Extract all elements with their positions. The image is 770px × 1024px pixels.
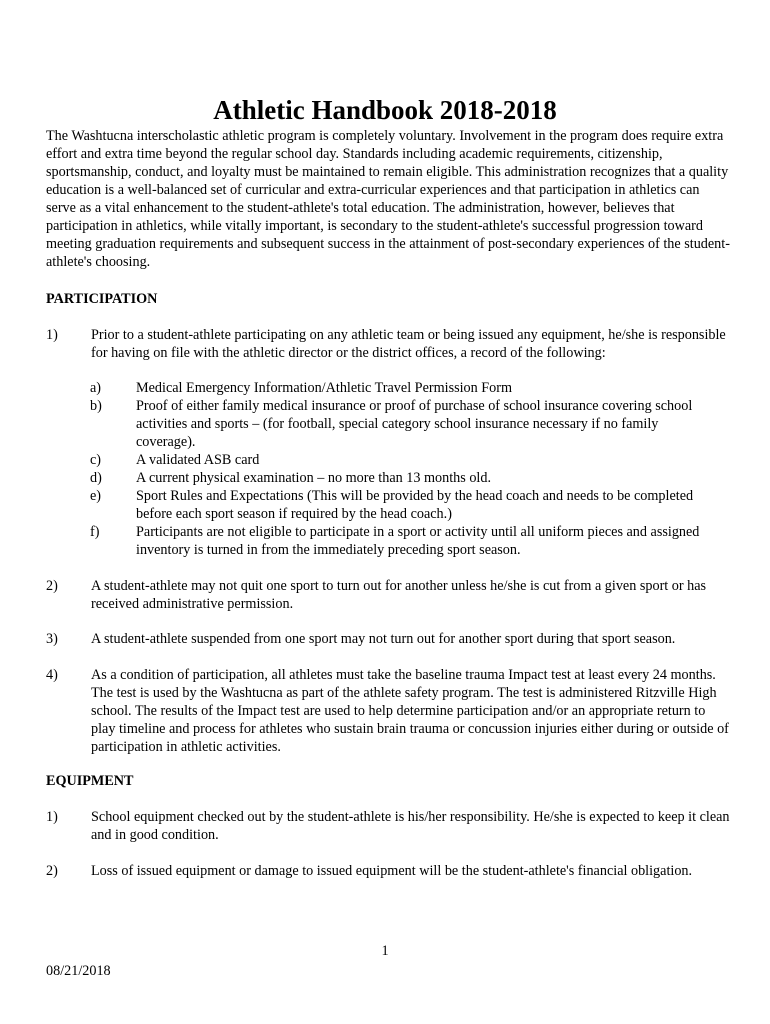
equipment-heading: EQUIPMENT bbox=[46, 773, 134, 789]
participation-heading: PARTICIPATION bbox=[46, 291, 158, 307]
item-number: 4) bbox=[46, 667, 58, 683]
subitem-letter: a) bbox=[90, 380, 102, 396]
subitem-letter: b) bbox=[90, 398, 102, 414]
item-text: School equipment checked out by the student-athlete is his/her responsibility. He/she is expected to keep it clean and in good condition. bbox=[91, 809, 730, 843]
subitem-text: A current physical examination – no more than 13 months old. bbox=[136, 470, 492, 486]
page-number: 1 bbox=[381, 943, 389, 959]
item-text: Loss of issued equipment or damage to issued equipment will be the student-athlete's financial obligation. bbox=[91, 863, 693, 879]
item-number: 2) bbox=[46, 863, 58, 879]
item-number: 1) bbox=[46, 327, 58, 343]
item-text: A student-athlete may not quit one sport to turn out for another unless he/she is cut from a given sport or has received administrative permission. bbox=[91, 578, 707, 612]
subitem-text: Proof of either family medical insurance or proof of purchase of school insurance covering school activities and sports – (for football, special category school insurance necessary if no family coverage). bbox=[136, 398, 693, 450]
item-text: As a condition of participation, all athletes must take the baseline trauma Impact test at least every 24 months. The test is used by the Washtucna as part of the athlete safety program. The test is administered Ritzville High school. The results of the Impact test are used to help determine participation and/or an appropriate return to play timeline and process for athletes who sustain brain trauma or concussion injuries either during or outside of participation in athletic activities. bbox=[91, 667, 729, 755]
subitem-text: Participants are not eligible to participate in a sport or activity until all uniform pieces and assigned inventory is turned in from the immediately preceding sport season. bbox=[136, 524, 700, 558]
intro-paragraph: The Washtucna interscholastic athletic program is completely voluntary. Involvement in the program does require extra effort and extra time beyond the regular school day. Standards including academic requirements, citizenship, sportsmanship, conduct, and loyalty must be maintained to remain eligible. This administration recognizes that a quality education is a well-balanced set of curricular and extra-curricular experiences and that participation in athletics can serve as a vital enhancement to the student-athlete's total education. The administration, however, believes that participation in athletics, while vitally important, is secondary to the student-athlete's successful progression toward meeting graduation requirements and subsequent success in the attainment of post-secondary experiences of the student-athlete's choosing. bbox=[46, 128, 730, 270]
item-number: 3) bbox=[46, 631, 58, 647]
item-text: A student-athlete suspended from one sport may not turn out for another sport during that sport season. bbox=[91, 631, 676, 647]
subitem-letter: e) bbox=[90, 488, 102, 504]
document-title: Athletic Handbook 2018-2018 bbox=[213, 95, 557, 125]
subitem-letter: c) bbox=[90, 452, 102, 468]
subitem-text: A validated ASB card bbox=[136, 452, 260, 468]
subitem-letter: f) bbox=[90, 524, 100, 540]
item-number: 1) bbox=[46, 809, 58, 825]
item-text: Prior to a student-athlete participating on any athletic team or being issued any equipment, he/she is responsible for having on file with the athletic director or the district offices, a record of the following: bbox=[91, 327, 726, 361]
subitem-text: Sport Rules and Expectations (This will be provided by the head coach and needs to be completed before each sport season if required by the head coach.) bbox=[136, 488, 694, 522]
footer-date: 08/21/2018 bbox=[46, 963, 111, 979]
subitem-text: Medical Emergency Information/Athletic Travel Permission Form bbox=[136, 380, 513, 396]
subitem-letter: d) bbox=[90, 470, 102, 486]
item-number: 2) bbox=[46, 578, 58, 594]
